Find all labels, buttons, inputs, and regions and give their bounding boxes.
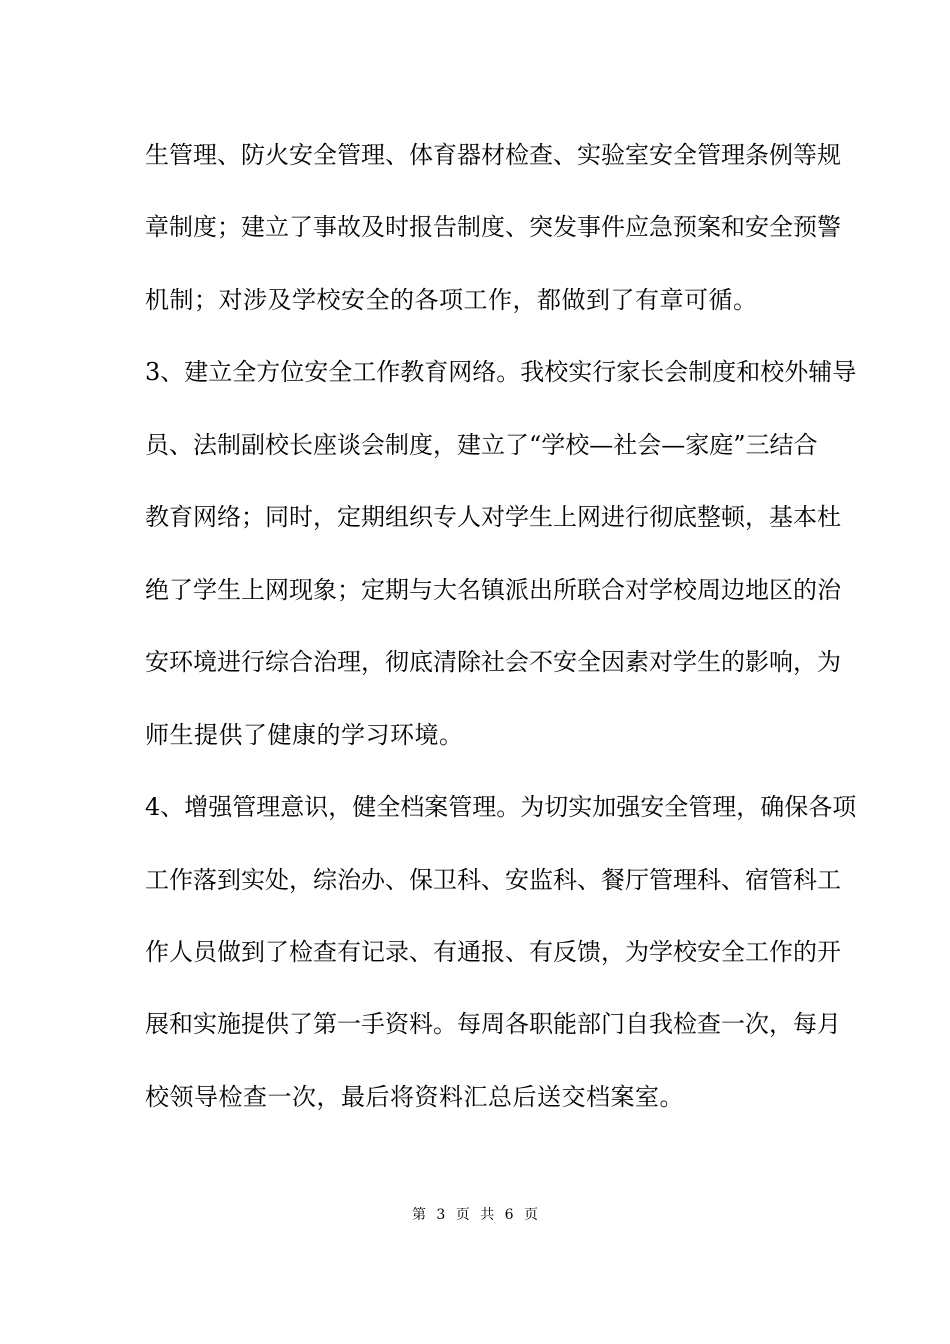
paragraph-line: 校领导检查一次，最后将资料汇总后送交档案室。: [145, 1083, 684, 1111]
paragraph-line: 4、增强管理意识，健全档案管理。为切实加强安全管理，确保各项: [145, 793, 857, 821]
paragraph-line: 3、建立全方位安全工作教育网络。我校实行家长会制度和校外辅导: [145, 358, 857, 386]
paragraph-line: 教育网络；同时，定期组织专人对学生上网进行彻底整顿，基本杜: [145, 503, 841, 531]
paragraph-line: 员、法制副校长座谈会制度，建立了“学校—社会—家庭”三结合: [145, 431, 818, 459]
paragraph-line: 绝了学生上网现象；定期与大名镇派出所联合对学校周边地区的治: [145, 576, 841, 604]
paragraph-line: 安环境进行综合治理，彻底清除社会不安全因素对学生的影响，为: [145, 648, 841, 676]
paragraph-line: 师生提供了健康的学习环境。: [145, 721, 464, 749]
paragraph-line: 机制；对涉及学校安全的各项工作，都做到了有章可循。: [145, 286, 758, 314]
paragraph-line: 展和实施提供了第一手资料。每周各职能部门自我检查一次，每月: [145, 1010, 841, 1038]
paragraph-line: 作人员做到了检查有记录、有通报、有反馈，为学校安全工作的开: [145, 938, 841, 966]
paragraph-line: 生管理、防火安全管理、体育器材检查、实验室安全管理条例等规: [145, 141, 841, 169]
paragraph-line: 章制度；建立了事故及时报告制度、突发事件应急预案和安全预警: [145, 213, 841, 241]
paragraph-line: 工作落到实处，综治办、保卫科、安监科、餐厅管理科、宿管科工: [145, 866, 841, 894]
page-number-footer: 第 3 页 共 6 页: [411, 1207, 539, 1223]
